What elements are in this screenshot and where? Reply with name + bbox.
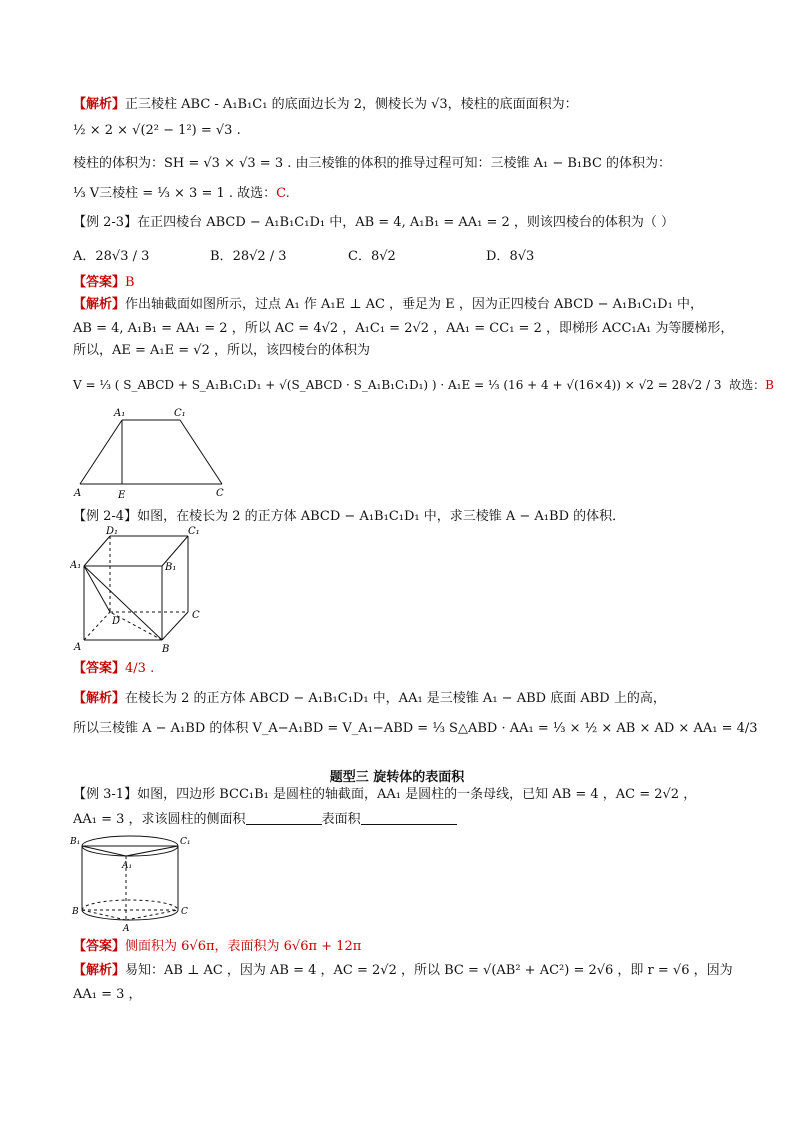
answer-value: B xyxy=(765,378,774,392)
formula-tail: 故选： xyxy=(729,378,766,392)
example-2-4-question xyxy=(73,508,625,526)
bottom-front-arc xyxy=(82,910,178,920)
cylinder-figure xyxy=(70,832,200,932)
label-c: C xyxy=(181,907,188,917)
label-d1: D₁ xyxy=(106,526,119,537)
cube-figure xyxy=(70,526,220,656)
answer-value: 侧面积为 6√6π，表面积为 6√6π + 12π xyxy=(125,939,362,954)
label-b1: B₁ xyxy=(165,562,177,573)
solution-line xyxy=(73,962,733,980)
answer-line xyxy=(73,660,154,678)
solution-line: 所以，AE = A₁E = √2 ，所以，该四棱台的体积为 xyxy=(73,343,370,358)
answer-line xyxy=(73,938,361,956)
edge-aa1 xyxy=(80,420,122,484)
question-text: 表面积 xyxy=(321,812,361,827)
answer-value: B xyxy=(125,275,135,290)
solution-text: 作出轴截面如图所示，过点 A₁ 作 A₁E ⊥ AC ，垂足为 E ，因为正四棱台 ABCD − A₁B₁C₁D₁ 中， xyxy=(125,297,703,312)
option-c xyxy=(348,245,396,264)
label-d: D xyxy=(112,616,121,627)
option-value: 8√2 xyxy=(370,249,396,264)
option-b xyxy=(210,245,287,264)
answer-label: 【答案】 xyxy=(73,661,126,676)
option-letter: C． xyxy=(348,249,371,264)
label-c: C xyxy=(216,488,224,499)
label-c: C xyxy=(192,610,200,621)
question-text: 在正四棱台 ABCD − A₁B₁C₁D₁ 中，AB = 4, A₁B₁ = AA₁ = 2 ，则该四棱台的体积为（ ） xyxy=(137,215,675,230)
surface-area-blank[interactable] xyxy=(361,810,457,825)
option-d xyxy=(486,245,534,264)
solution-line xyxy=(73,690,666,708)
option-value: 28√3 / 3 xyxy=(95,249,150,264)
answer-line xyxy=(73,274,135,292)
example-label: 【例 2-3】 xyxy=(73,215,138,230)
option-value: 8√3 xyxy=(509,249,535,264)
label-a1: A₁ xyxy=(114,408,126,419)
trapezoid-figure xyxy=(70,402,250,502)
example-label: 【例 2-4】 xyxy=(73,509,138,524)
solution-text: 正三棱柱 ABC - A₁B₁C₁ 的底面边长为 2，侧棱长为 √3，棱柱的底面面积为： xyxy=(125,97,578,112)
jiexi-label: 【解析】 xyxy=(73,97,126,112)
edge-c1c xyxy=(180,420,222,484)
math-line: ½ × 2 × √(2² − 1²) = √3 . xyxy=(73,123,241,138)
label-c1: C₁ xyxy=(180,837,191,847)
edge-bc xyxy=(162,612,188,640)
jiexi-label: 【解析】 xyxy=(73,963,126,978)
label-a: A xyxy=(123,924,130,932)
jiexi-label: 【解析】 xyxy=(73,691,126,706)
solution-line: 所以三棱锥 A − A₁BD 的体积 V_A−A₁BD = V_A₁−ABD = ⅓ S△ABD · AA₁ = ⅓ × ½ × AB × AD × AA₁ = 4/3 xyxy=(73,721,758,736)
math-line xyxy=(73,185,290,203)
solution-line: AB = 4, A₁B₁ = AA₁ = 2 ，所以 AC = 4√2 ，A₁C₁ = 2√2 ，AA₁ = CC₁ = 2 ，即梯形 ACC₁A₁ 为等腰梯形， xyxy=(73,321,734,336)
example-label: 【例 3-1】 xyxy=(73,787,138,802)
formula-text: V = ⅓ ( S_ABCD + S_A₁B₁C₁D₁ + √(S_ABCD · S_A₁B₁C₁D₁) ) · A₁E = ⅓ (16 + 4 + √(16×4)) × √2 = 28√2 / 3 xyxy=(73,378,722,392)
answer-label: 【答案】 xyxy=(73,275,126,290)
math-text: ⅓ V三棱柱 = ⅓ × 3 = 1 . 故选： xyxy=(73,186,277,201)
label-b: B xyxy=(72,907,79,917)
edge-a1d1 xyxy=(84,536,110,566)
option-letter: A． xyxy=(73,249,96,264)
answer-choice: C. xyxy=(276,186,290,201)
solution-text: 易知：AB ⊥ AC ，因为 AB = 4 ，AC = 2√2 ，所以 BC = √(AB² + AC²) = 2√6 ，即 r = √6 ，因为 xyxy=(125,963,733,978)
lateral-area-blank[interactable] xyxy=(246,810,322,825)
example-3-1-question xyxy=(73,786,696,804)
section-title: 题型三 旋转体的表面积 xyxy=(329,770,465,785)
label-e: E xyxy=(118,490,126,501)
label-a1: A₁ xyxy=(122,861,133,871)
bottom-back-arc xyxy=(82,900,178,910)
example-2-3-question xyxy=(73,214,674,232)
edge-a1d xyxy=(84,566,110,612)
volume-formula xyxy=(73,376,774,394)
question-text: 如图，在棱长为 2 的正方体 ABCD − A₁B₁C₁D₁ 中，求三棱锥 A − A₁BD 的体积． xyxy=(137,509,626,524)
answer-label: 【答案】 xyxy=(73,939,126,954)
solution-line-1 xyxy=(73,96,578,114)
option-letter: D． xyxy=(486,249,510,264)
edge-a1b xyxy=(84,566,162,640)
jiexi-label: 【解析】 xyxy=(73,297,126,312)
label-c1: C₁ xyxy=(174,408,186,419)
label-a1: A₁ xyxy=(70,560,82,571)
question-text: AA₁ = 3 ，求该圆柱的侧面积 xyxy=(73,812,246,827)
solution-line xyxy=(73,296,703,314)
question-text: 如图，四边形 BCC₁B₁ 是圆柱的轴截面，AA₁ 是圆柱的一条母线，已知 AB = 4 ，AC = 2√2 ， xyxy=(137,787,697,802)
question-line-2 xyxy=(73,810,457,829)
label-c1: C₁ xyxy=(188,526,200,537)
label-b: B xyxy=(162,644,170,655)
option-value: 28√2 / 3 xyxy=(232,249,287,264)
label-a: A xyxy=(74,488,82,499)
solution-line: AA₁ = 3 ， xyxy=(73,987,142,1002)
edge-ad xyxy=(84,612,110,640)
label-b1: B₁ xyxy=(70,837,81,847)
option-letter: B． xyxy=(210,249,233,264)
solution-line: 棱柱的体积为：SH = √3 × √3 = 3 . 由三棱锥的体积的推导过程可知：三棱锥 A₁ − B₁BC 的体积为： xyxy=(73,156,672,171)
label-a: A xyxy=(74,642,82,653)
answer-value: 4/3 . xyxy=(125,661,155,676)
solution-text: 在棱长为 2 的正方体 ABCD − A₁B₁C₁D₁ 中，AA₁ 是三棱锥 A₁ − ABD 底面 ABD 上的高， xyxy=(125,691,666,706)
option-a xyxy=(73,245,149,264)
